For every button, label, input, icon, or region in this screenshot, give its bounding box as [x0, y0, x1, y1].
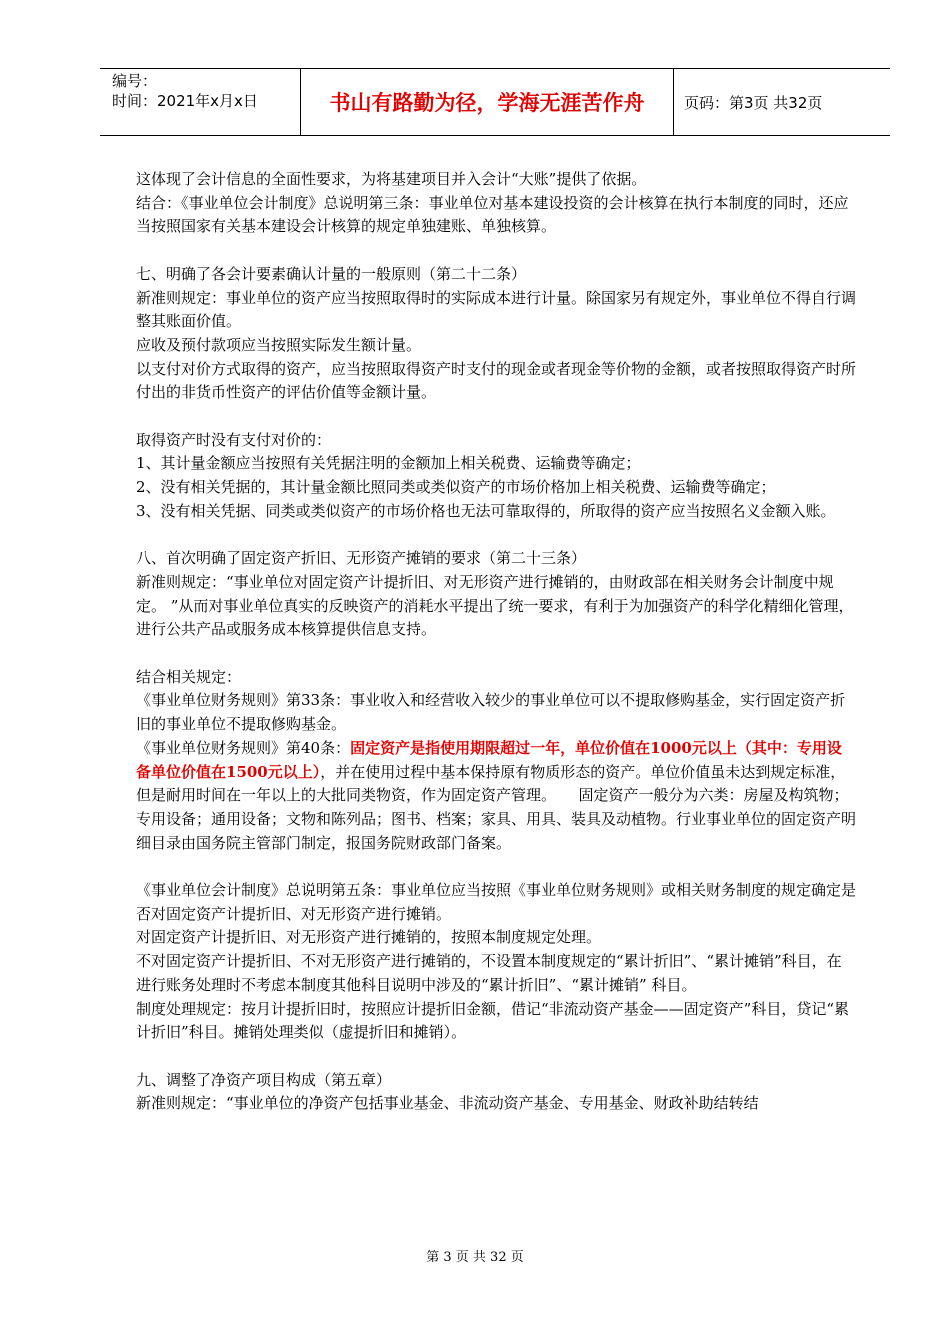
paragraph: 制度处理规定：按月计提折旧时，按照应计提折旧金额，借记“非流动资产基金——固定资产”科目，贷记“累计折旧”科目。摊销处理类似（虚提折旧和摊销）。 — [136, 999, 850, 1042]
paragraph: 取得资产时没有支付对价的： — [136, 430, 332, 449]
paragraph — [136, 737, 856, 856]
rule-citation: 《事业单位财务规则》第40条： — [136, 738, 351, 757]
page-header — [100, 68, 890, 136]
section-heading: 九、调整了净资产项目构成（第五章） — [136, 1070, 392, 1089]
list-item: 1、其计量金额应当按照有关凭据注明的金额加上相关税费、运输费等确定； — [136, 454, 641, 473]
rule-text: ，并在使用过程中基本保持原有物质形态的资产。单位价值虽未达到规定标准，但是耐用时间在一年以上的大批同类物资，作为固定资产管理。 固定资产一般分为六类：房屋及构筑物；专用设备；通用设备；文物和陈列品；图书、档案；家具、用具、装具及动植物。行业事业单位的固定资产明细目录由国务院主管部门制定，报国务院财政部门备案。 — [136, 762, 857, 852]
page-footer: 第 3 页 共 32 页 — [426, 1250, 524, 1265]
paragraph: 结合相关规定： — [136, 667, 242, 686]
paragraph: 新准则规定：事业单位的资产应当按照取得时的实际成本进行计量。除国家另有规定外，事业单位不得自行调整其账面价值。 — [136, 288, 857, 331]
document-body — [136, 168, 856, 1116]
paragraph: 应收及预付款项应当按照实际发生额计量。 — [136, 335, 422, 354]
list-item: 3、没有相关凭据、同类或类似资产的市场价格也无法可靠取得的，所取得的资产应当按照名义金额入账。 — [136, 501, 836, 520]
header-page-label: 页码：第3页 共32页 — [684, 93, 823, 112]
paragraph: 《事业单位会计制度》总说明第五条：事业单位应当按照《事业单位财务规则》或相关财务制度的规定确定是否对固定资产计提折旧、对无形资产进行摊销。 — [136, 881, 857, 923]
highlighted-definition: 固定资产是指使用期限超过一年，单位价值在1000元以上（其中：专用设备单位价值在1500元以上） — [136, 738, 842, 781]
paragraph: 以支付对价方式取得的资产，应当按照取得资产时支付的现金或者现金等价物的金额，或者按照取得资产时所付出的非货币性资产的评估价值等金额计量。 — [136, 359, 857, 402]
paragraph: 《事业单位财务规则》第33条：事业收入和经营收入较少的事业单位可以不提取修购基金，实行固定资产折旧的事业单位不提取修购基金。 — [136, 691, 846, 734]
section-heading: 八、首次明确了固定资产折旧、无形资产摊销的要求（第二十三条） — [136, 549, 587, 568]
paragraph: 对固定资产计提折旧、对无形资产进行摊销的，按照本制度规定处理。 — [136, 928, 602, 947]
paragraph: 新准则规定：“事业单位对固定资产计提折旧、对无形资产进行摊销的，由财政部在相关财务会计制度中规定。 ”从而对事业单位真实的反映资产的消耗水平提出了统一要求，有利于为加强资产的科学化精细化管理，进行公共产品或服务成本核算提供信息支持。 — [136, 572, 854, 639]
date-label: 时间：2021年x月x日 — [112, 92, 258, 110]
section-heading: 七、明确了各会计要素确认计量的一般原则（第二十二条） — [136, 264, 527, 283]
paragraph: 结合：《事业单位会计制度》总说明第三条：事业单位对基本建设投资的会计核算在执行本制度的同时，还应当按照国家有关基本建设会计核算的规定单独建账、单独核算。 — [136, 193, 849, 236]
paragraph: 这体现了会计信息的全面性要求，为将基建项目并入会计“大账”提供了依据。 — [136, 170, 647, 188]
list-item: 2、没有相关凭据的，其计量金额比照同类或类似资产的市场价格加上相关税费、运输费等确定； — [136, 478, 776, 497]
number-label: 编号： — [112, 72, 158, 90]
header-meta — [100, 69, 301, 135]
paragraph: 新准则规定：“事业单位的净资产包括事业基金、非流动资产基金、专用基金、财政补助结转结 — [136, 1094, 759, 1113]
header-motto: 书山有路勤为径，学海无涯苦作舟 — [301, 69, 674, 135]
paragraph: 不对固定资产计提折旧、不对无形资产进行摊销的，不设置本制度规定的“累计折旧”、“累计摊销”科目，在进行账务处理时不考虑本制度其他科目说明中涉及的“累计折旧”、“累计摊销” 科目。 — [136, 952, 842, 994]
